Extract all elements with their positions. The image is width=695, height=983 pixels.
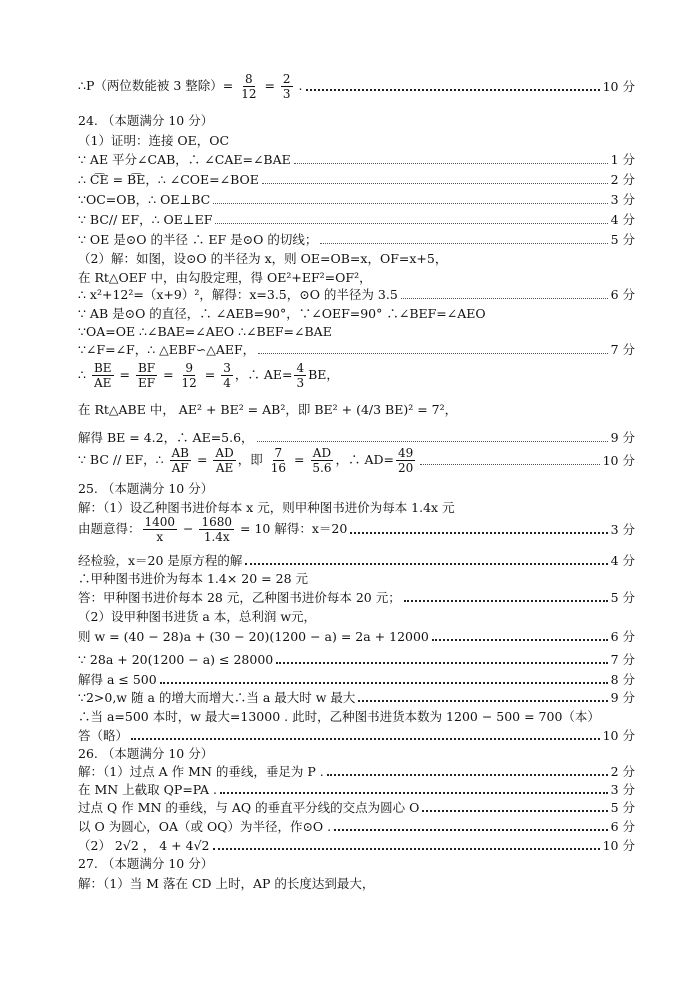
- answer-line: [78, 509, 635, 549]
- leader-dots: [262, 183, 608, 184]
- text-segment: =: [289, 451, 309, 467]
- score-label: 4 分: [610, 553, 635, 568]
- fraction-numerator: BE: [93, 360, 112, 375]
- leader-dots: [213, 848, 600, 850]
- fraction-numerator: 7: [274, 445, 283, 460]
- text-segment: =: [260, 77, 279, 93]
- score-label: 5 分: [610, 232, 635, 247]
- answer-line: [78, 479, 635, 497]
- line-text: ∴甲种图书进价为每本 1.4× 20 = 28 元: [78, 571, 309, 586]
- fraction: [170, 446, 191, 475]
- fraction-numerator: 1680: [201, 514, 233, 529]
- fraction-denominator: 3: [296, 375, 305, 390]
- text-segment: =: [193, 451, 212, 467]
- score-label: 3 分: [610, 192, 635, 207]
- fraction-denominator: AF: [171, 460, 189, 475]
- fraction: [221, 361, 233, 390]
- fraction-numerator: 8: [245, 71, 253, 86]
- score-label: 10 分: [602, 453, 635, 468]
- leader-dots: [294, 163, 608, 164]
- score-label: 9 分: [610, 430, 635, 445]
- answer-line: [78, 780, 635, 798]
- score-label: 2 分: [610, 172, 635, 187]
- line-text: ∵OC=OB，∴ OE⊥BC: [78, 192, 211, 207]
- text-segment: ∴P（两位数能被 3 整除）=: [78, 77, 238, 93]
- line-text: ∵ OE 是⊙O 的半径 ∴ EF 是⊙O 的切线；: [78, 232, 318, 247]
- line-text: 答：甲种图书进价每本 28 元，乙种图书进价每本 20 元；: [78, 590, 401, 605]
- answer-line: [78, 650, 635, 668]
- line-text: 以 O 为圆心，OA（或 OQ）为半径，作⊙O .: [78, 819, 332, 834]
- line-text: [78, 446, 417, 475]
- line-text: 经检验，x＝20 是原方程的解: [78, 553, 243, 568]
- line-text: （2）设甲种图书进货 a 本，总利润 w元，: [78, 609, 317, 624]
- line-text: 在 MN 上截取 QP=PA .: [78, 782, 218, 797]
- line-text: ∵2>0,w 随 a 的增大而增大∴当 a 最大时 w 最大: [78, 690, 356, 705]
- fraction: [143, 515, 178, 544]
- leader-dots: [160, 682, 608, 684]
- answer-line: [78, 230, 635, 248]
- score-label: 1 分: [610, 152, 635, 167]
- line-text: ∴当 a=500 本时，w 最大=13000 . 此时，乙种图书进货本数为 1200 − 500 = 700（本）: [78, 709, 600, 724]
- score-label: 2 分: [610, 764, 635, 779]
- text-segment: ∴: [78, 366, 90, 382]
- fraction-denominator: AE: [215, 460, 234, 475]
- text-segment: −: [179, 520, 198, 536]
- score-label: 6 分: [610, 819, 635, 834]
- leader-dots: [420, 464, 599, 465]
- answer-line: [78, 762, 635, 780]
- fraction-denominator: AE: [94, 375, 112, 390]
- answer-line: [78, 688, 635, 706]
- fraction-numerator: AD: [312, 445, 332, 460]
- fraction-numerator: AB: [171, 445, 189, 460]
- line-text: （2）解：如图，设⊙O 的半径为 x，则 OE=OB=x，OF=x+5，: [78, 251, 448, 266]
- line-text: [78, 72, 303, 101]
- score-label: 3 分: [610, 522, 635, 537]
- line-text: 解：（1）当 M 落在 CD 上时，AP 的长度达到最大，: [78, 876, 375, 891]
- text-segment: ∵ BC // EF，∴: [78, 451, 168, 467]
- leader-dots: [131, 738, 600, 740]
- fraction-numerator: 9: [185, 360, 193, 375]
- answer-line: [78, 707, 635, 725]
- text-segment: 由题意得：: [78, 520, 141, 536]
- fraction-denominator: 16: [270, 460, 286, 475]
- answer-line: [78, 588, 635, 606]
- line-text: 24. （本题满分 10 分）: [78, 113, 214, 128]
- line-text: （2） 2√2 ， 4 + 4√2: [78, 838, 210, 853]
- answer-line: [78, 355, 635, 395]
- fraction: [92, 361, 114, 390]
- score-label: 8 分: [610, 672, 635, 687]
- answer-line: [78, 627, 635, 645]
- line-text: ∵ AE 平分∠CAB，∴ ∠CAE=∠BAE: [78, 152, 291, 167]
- fraction-denominator: 4: [223, 375, 231, 390]
- line-text: ∵ BC// EF，∴ OE⊥EF: [78, 212, 213, 227]
- text-segment: ，∴ AE=: [234, 366, 293, 382]
- leader-dots: [215, 223, 607, 224]
- answer-line: [78, 111, 635, 129]
- fraction: [294, 361, 306, 390]
- answer-line: [78, 744, 635, 762]
- answer-line: [78, 150, 635, 168]
- score-label: 3 分: [610, 782, 635, 797]
- leader-dots: [404, 600, 608, 602]
- leader-dots: [213, 203, 607, 204]
- line-text: [78, 515, 347, 544]
- line-text: ∵ AB 是⊙O 的直径，∴ ∠AEB=90°，∵∠OEF=90° ∴∠BEF=∠AEO: [78, 306, 486, 321]
- score-label: 9 分: [610, 690, 635, 705]
- score-label: 7 分: [610, 652, 635, 667]
- answer-line: [78, 131, 635, 149]
- text-segment: .: [294, 77, 303, 93]
- leader-dots: [258, 353, 607, 354]
- fraction: [199, 515, 234, 544]
- score-label: 5 分: [610, 590, 635, 605]
- fraction: [136, 361, 157, 390]
- answer-line: [78, 817, 635, 835]
- line-text: 解：（1）设乙种图书进价每本 x 元，则甲种图书进价为每本 1.4x 元: [78, 500, 455, 515]
- fraction-denominator: 12: [241, 86, 257, 101]
- line-text: ∴ x²+12²=（x+9）²，解得：x=3.5，⊙O 的半径为 3.5: [78, 287, 398, 302]
- answer-line: [78, 726, 635, 744]
- answer-line: [78, 670, 635, 688]
- text-segment: ，即: [237, 451, 267, 467]
- answer-line: [78, 798, 635, 816]
- leader-dots: [401, 298, 608, 299]
- line-text: 26. （本题满分 10 分）: [78, 746, 214, 761]
- leader-dots: [306, 89, 600, 91]
- leader-dots: [245, 563, 607, 565]
- answer-line: [78, 322, 635, 340]
- fraction-denominator: 12: [181, 375, 197, 390]
- answer-line: [78, 249, 635, 267]
- answer-line: [78, 440, 635, 480]
- fraction: [213, 446, 235, 475]
- fraction-numerator: 4: [296, 360, 305, 375]
- fraction: [269, 446, 288, 475]
- answer-line: [78, 854, 635, 872]
- line-text: 在 Rt△ABE 中， AE² + BE² = AB²，即 BE² + (4/3 BE)² = 7²，: [78, 402, 458, 417]
- fraction: [239, 72, 258, 101]
- line-text: 答（略）: [78, 728, 129, 743]
- fraction-numerator: 1400: [144, 514, 176, 529]
- fraction: [310, 446, 333, 475]
- score-label: 4 分: [610, 212, 635, 227]
- leader-dots: [422, 810, 607, 812]
- fraction: [281, 72, 293, 101]
- leader-dots: [220, 792, 608, 794]
- line-text: ∵∠F=∠F，∴ △EBF∽△AEF，: [78, 342, 256, 357]
- text-segment: ，∴ AD=: [335, 451, 394, 467]
- answer-line: [78, 836, 635, 854]
- fraction-denominator: 5.6: [312, 460, 332, 475]
- fraction: [396, 446, 415, 475]
- line-text: 解：（1）过点 A 作 MN 的垂线，垂足为 P .: [78, 764, 324, 779]
- line-text: [78, 361, 339, 390]
- leader-dots: [358, 700, 607, 702]
- text-segment: = 10 解得：x＝20: [236, 520, 348, 536]
- text-segment: BE，: [308, 366, 339, 382]
- fraction-numerator: BF: [137, 360, 156, 375]
- leader-dots: [327, 774, 608, 776]
- line-text: 在 Rt△OEF 中，由勾股定理，得 OE²+EF²=OF²，: [78, 270, 372, 285]
- answer-line: [78, 551, 635, 569]
- score-label: 6 分: [610, 287, 635, 302]
- fraction-denominator: 3: [282, 86, 291, 101]
- fraction-numerator: 2: [282, 71, 291, 86]
- fraction-denominator: 20: [398, 460, 414, 475]
- fraction: [180, 361, 199, 390]
- leader-dots: [276, 662, 607, 664]
- answer-line: [78, 304, 635, 322]
- score-label: 10 分: [602, 79, 635, 94]
- fraction-numerator: AD: [215, 445, 234, 460]
- answer-line: [78, 170, 635, 188]
- line-text: 解得 BE = 4.2，∴ AE=5.6，: [78, 430, 254, 445]
- line-text: ∵OA=OE ∴∠BAE=∠AEO ∴∠BEF=∠BAE: [78, 323, 332, 339]
- answer-line: [78, 268, 635, 286]
- line-text: ∵ 28a + 20(1200 − a) ≤ 28000: [78, 651, 274, 667]
- answer-line: [78, 607, 635, 625]
- leader-dots: [334, 829, 607, 831]
- score-label: 5 分: [610, 800, 635, 815]
- line-text: 过点 Q 作 MN 的垂线，与 AQ 的垂直平分线的交点为圆心 O: [78, 800, 420, 815]
- line-text: 解得 a ≤ 500: [78, 672, 157, 687]
- score-label: 10 分: [602, 728, 635, 743]
- answer-line: [78, 569, 635, 587]
- text-segment: =: [159, 366, 178, 382]
- fraction-denominator: x: [156, 529, 164, 544]
- line-text: 则 w = (40 − 28)a + (30 − 20)(1200 − a) = 2a + 12000: [78, 629, 429, 644]
- fraction-denominator: 1.4x: [203, 529, 230, 544]
- fraction-numerator: 49: [398, 445, 414, 460]
- answer-line: [78, 210, 635, 228]
- answer-line: [78, 400, 635, 418]
- answer-line: [78, 190, 635, 208]
- fraction-denominator: EF: [137, 375, 156, 390]
- score-label: 10 分: [602, 838, 635, 853]
- fraction-numerator: 3: [223, 360, 231, 375]
- answer-line: [78, 874, 635, 892]
- answer-line: [78, 66, 635, 106]
- text-segment: =: [115, 366, 134, 382]
- leader-dots: [320, 243, 607, 244]
- line-text: 27. （本题满分 10 分）: [78, 856, 214, 871]
- leader-dots: [350, 532, 607, 534]
- score-label: 7 分: [610, 342, 635, 357]
- line-text: 25. （本题满分 10 分）: [78, 481, 214, 496]
- line-text: ∴ C͡E = B͡E，∴ ∠COE=∠BOE: [78, 172, 259, 187]
- text-segment: =: [200, 366, 220, 382]
- line-text: （1）证明：连接 OE，OC: [78, 133, 230, 148]
- score-label: 6 分: [610, 629, 635, 644]
- leader-dots: [432, 639, 608, 641]
- answer-line: [78, 285, 635, 303]
